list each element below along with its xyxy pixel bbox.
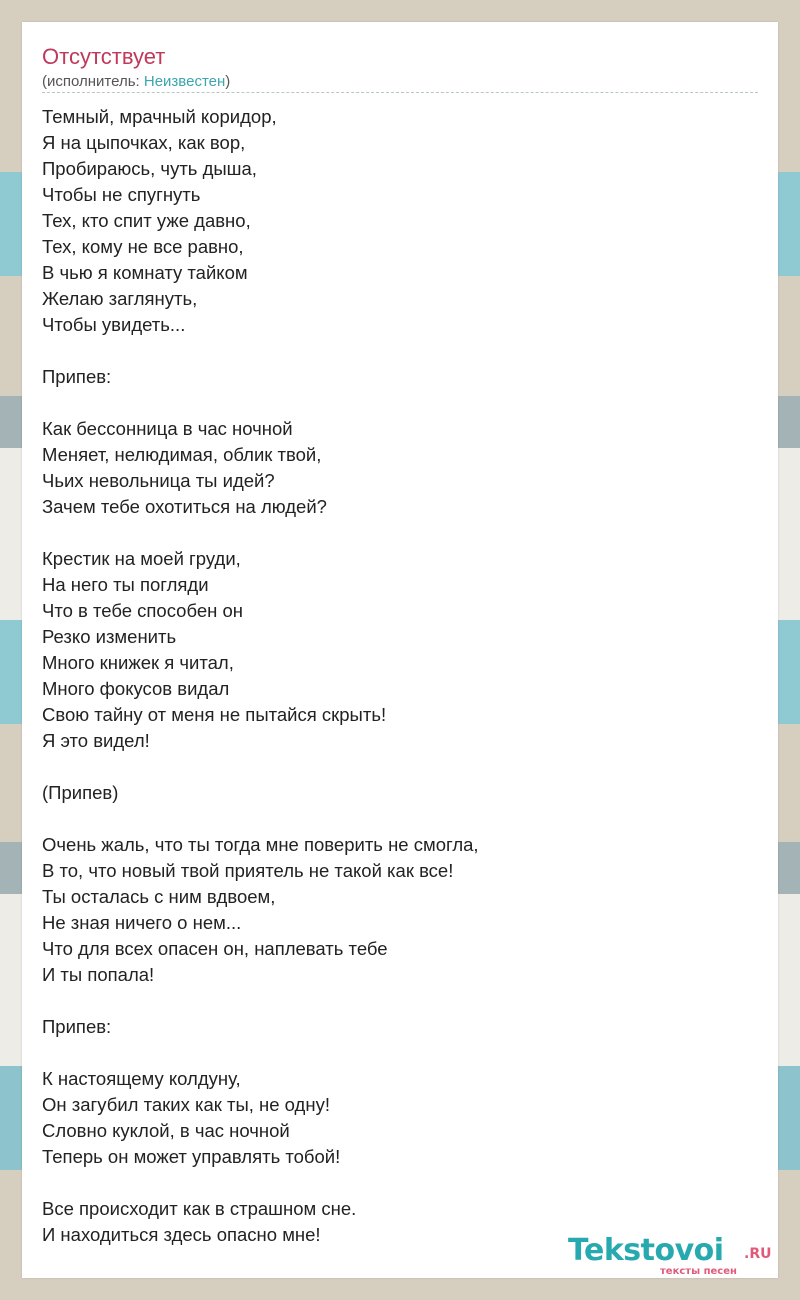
lyrics-line: И находиться здесь опасно мне! [42,1224,321,1245]
lyrics-line: Я это видел! [42,730,150,751]
lyrics-line: Все происходит как в страшном сне. [42,1198,357,1219]
lyrics-line: Тех, кто спит уже давно, [42,210,251,231]
artist-link[interactable]: Неизвестен [143,73,226,90]
lyrics-line [42,1040,758,1066]
lyrics-line: И ты попала! [42,964,155,985]
logo-tld: .RU [744,1246,772,1262]
lyrics-line: Желаю заглянуть, [42,288,198,309]
lyrics-line: Словно куклой, в час ночной [42,1120,290,1141]
lyrics-line: Чтобы не спугнуть [42,184,201,205]
lyrics-line: Крестик на моей груди, [42,548,241,569]
lyrics-line: Свою тайну от меня не пытайся скрыть! [42,704,387,725]
artist-line [42,72,230,92]
lyrics-line [42,520,758,546]
lyrics-line: Что для всех опасен он, наплевать тебе [42,938,388,959]
lyrics-line: Чтобы увидеть... [42,314,186,335]
lyrics-line: Много книжек я читал, [42,652,234,673]
lyrics-line: Много фокусов видал [42,678,230,699]
lyrics-line: Темный, мрачный коридор, [42,106,277,127]
lyrics-line: Не зная ничего о нем... [42,912,242,933]
logo-tagline: тексты песен [660,1266,737,1277]
lyrics-line [42,338,758,364]
lyrics-line: Зачем тебе охотиться на людей? [42,496,327,517]
artist-suffix: ) [225,73,231,90]
lyrics-line: Чьих невольница ты идей? [42,470,275,491]
lyrics-line: К настоящему колдуну, [42,1068,241,1089]
song-title: Отсутствует [42,44,166,69]
lyrics-line: Я на цыпочках, как вор, [42,132,246,153]
lyrics-line: (Припев) [42,782,119,803]
artist-prefix: (исполнитель: [42,73,144,90]
lyrics-line: Резко изменить [42,626,177,647]
lyrics-line: Меняет, нелюдимая, облик твой, [42,444,322,465]
lyrics-line: Теперь он может управлять тобой! [42,1146,341,1167]
lyrics-line: Ты осталась с ним вдвоем, [42,886,276,907]
lyrics-card [22,22,778,1278]
lyrics-text [42,104,758,1248]
lyrics-line: Пробираюсь, чуть дыша, [42,158,257,179]
lyrics-line [42,1170,758,1196]
lyrics-line: Припев: [42,1016,112,1037]
title-divider [42,92,758,93]
lyrics-line: В то, что новый твой приятель не такой как все! [42,860,454,881]
lyrics-line: Что в тебе способен он [42,600,243,621]
lyrics-line [42,806,758,832]
lyrics-line: Как бессонница в час ночной [42,418,293,439]
lyrics-line: На него ты погляди [42,574,209,595]
lyrics-line: Он загубил таких как ты, не одну! [42,1094,330,1115]
lyrics-line [42,988,758,1014]
site-logo[interactable] [568,1232,778,1280]
lyrics-line [42,754,758,780]
lyrics-line: Очень жаль, что ты тогда мне поверить не смогла, [42,834,479,855]
lyrics-line [42,390,758,416]
lyrics-line: Припев: [42,366,112,387]
lyrics-line: Тех, кому не все равно, [42,236,244,257]
logo-wordmark: Tekstovoi [568,1233,724,1268]
lyrics-line: В чью я комнату тайком [42,262,248,283]
